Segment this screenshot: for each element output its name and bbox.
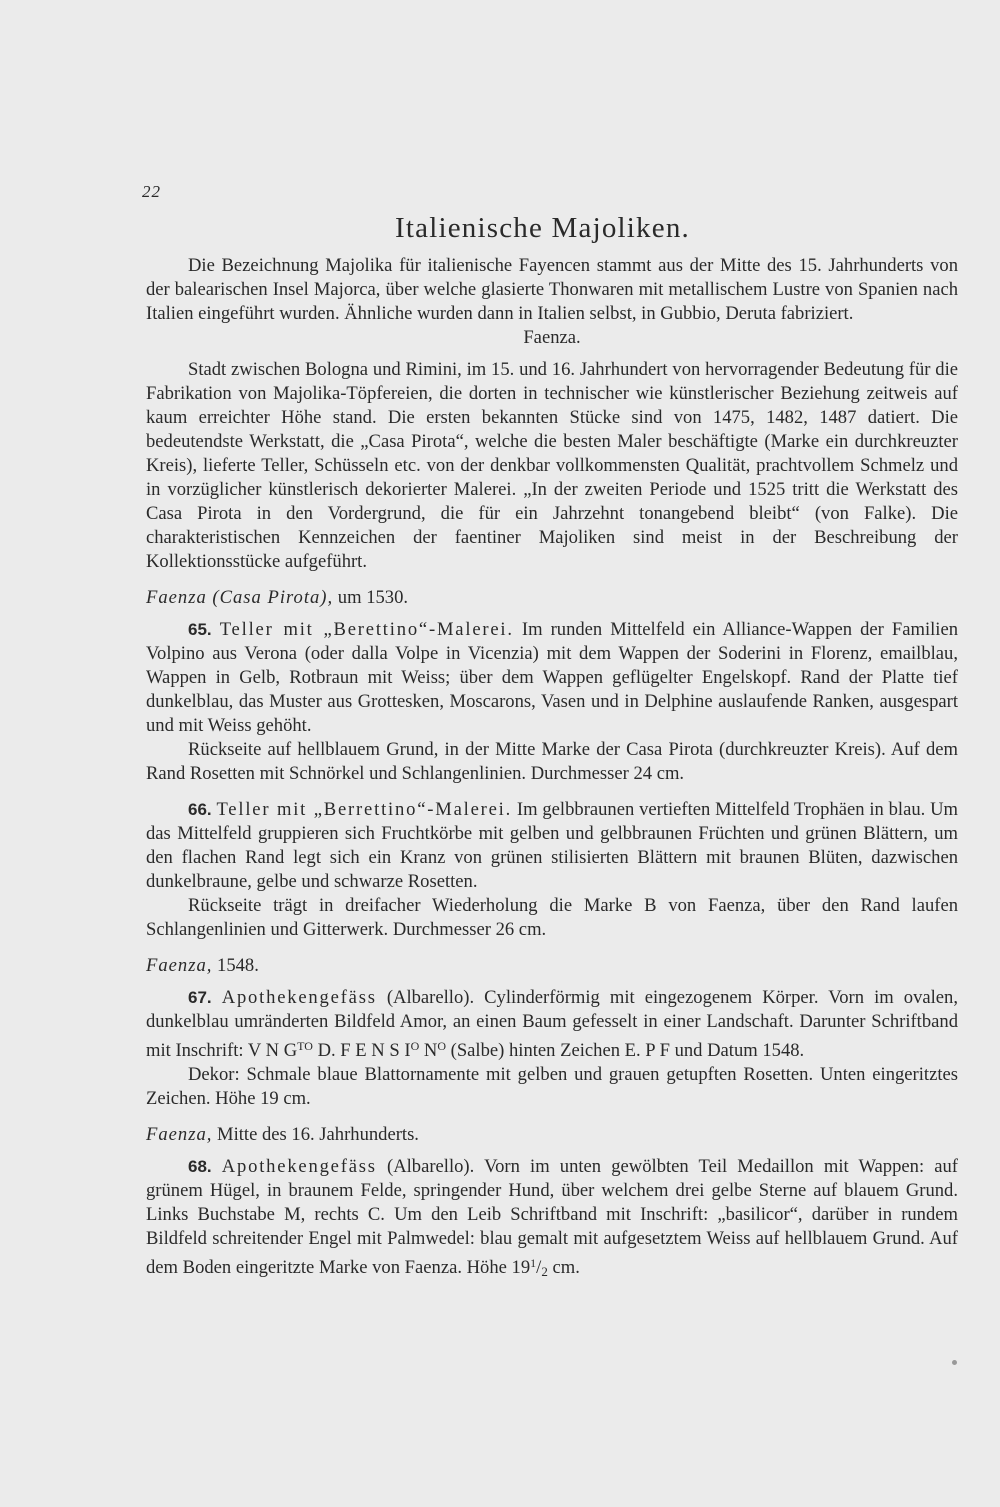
item-number: 67. [188, 988, 212, 1007]
item-description: Im runden Mittelfeld ein Alliance-Wappen der Familien Volpino aus Verona (oder dalla Volpe in Vicenzia) mit dem Wappen der Soderini in Florenz, emailblau, Wappen in Gelb, Rotbraun mit Weiss; über dem Wappen geflügelter Engelskopf. Rand der Platte tief dunkelblau, das Muster aus Grottesken, Moscarons, Vasen und in Delphine auslaufende Ranken, ausgespart und mit Weiss gehöht. [146, 619, 958, 736]
ink-speck [952, 1360, 957, 1365]
item-name: Apothekengefäss [221, 1156, 377, 1177]
item-66 [146, 798, 958, 894]
group-heading-3 [146, 1123, 958, 1147]
item-67-decor: Dekor: Schmale blaue Blattornamente mit gelben und grauen getupften Rosetten. Unten eingeritztes Zeichen. Höhe 19 cm. [146, 1064, 958, 1109]
item-description: Im gelbbraunen vertieften Mittelfeld Trophäen in blau. Um das Mittelfeld gruppieren sich Fruchtkörbe mit gelben und gelbbraunen Früchten und grünen Blättern, um den flachen Rand legt sich ein Kranz von grünen stilisierten Blättern mit braunen Blüten, dazwischen dunkelbraune, gelbe und schwarze Rosetten. [146, 799, 958, 892]
item-name: Teller mit „Berrettino“-Malerei. [216, 799, 513, 820]
group-place: Faenza, [146, 1124, 213, 1145]
page-title: Italienische Majoliken. [395, 212, 690, 244]
item-65 [146, 618, 958, 738]
page-number: 22 [142, 182, 161, 201]
item-number: 65. [188, 620, 212, 639]
inscription-superscript: TO [297, 1039, 313, 1053]
body-text [146, 254, 958, 1284]
group-heading-2 [146, 954, 958, 978]
inscription-superscript: O [437, 1039, 446, 1053]
item-description-cont: N [419, 1040, 438, 1061]
item-number: 68. [188, 1157, 212, 1176]
fraction-denominator: 2 [541, 1264, 548, 1279]
item-description-cont: D. F E N S I [312, 1040, 411, 1061]
group-heading-1 [146, 586, 958, 610]
item-description-end: cm. [547, 1257, 580, 1278]
group-date: um 1530. [333, 587, 409, 608]
item-65-reverse: Rückseite auf hellblauem Grund, in der Mitte Marke der Casa Pirota (durchkreuzter Kreis). Auf dem Rand Rosetten mit Schnörkel und Schlangenlinien. Durchmesser 24 cm. [146, 739, 958, 784]
group-date: 1548. [212, 955, 259, 976]
item-name: Apothekengefäss [221, 987, 377, 1008]
item-description-cont: (Salbe) hinten Zeichen E. P F und Datum 1548. [446, 1040, 805, 1061]
group-place: Faenza (Casa Pirota), [146, 587, 334, 608]
item-67 [146, 986, 958, 1063]
item-66-reverse: Rückseite trägt in dreifacher Wiederholung die Marke B von Faenza, über den Rand laufen Schlangenlinien und Gitterwerk. Durchmesser 26 cm. [146, 895, 958, 940]
faenza-paragraph: Stadt zwischen Bologna und Rimini, im 15. und 16. Jahrhundert von hervorragender Bedeutung für die Fabrikation von Majolika-Töpfereien, die dorten in technischer wie künstlerischer Beziehung zeitweis auf kaum erreichter Höhe stand. Die ersten bekannten Stücke sind von 1475, 1482, 1487 datiert. Die bedeutendste Werkstatt, die „Casa Pirota“, welche die besten Maler beschäftigte (Marke ein durchkreuzter Kreis), lieferte Teller, Schüsseln etc. von der denkbar vollkommensten Qualität, prachtvollem Schmelz und in vorzüglicher künstlerisch dekorierter Malerei. „In der zweiten Periode und 1525 tritt die Werkstatt des Casa Pirota in den Vordergrund, die für ein Jahrzehnt tonangebend bleibt“ (von Falke). Die charakteristischen Kennzeichen der faentiner Majoliken sind meist in der Beschreibung der Kollektionsstücke aufgeführt. [146, 359, 958, 572]
item-68: 68. Apothekengefäss (Albarello). Vorn im unten gewölbten Teil Medaillon mit Wappen: auf grünem Hügel, in braunem Felde, springender Hund, über welchem drei gelbe Sterne auf blauem Grund. Links Buchstabe M, rechts C. Um den Leib Schriftband mit Inschrift: „basilicor“, darüber in rundem Bildfeld schreitender Engel mit Palmwedel: blau gemalt mit aufgesetztem Weiss auf hellblauem Grund. Auf dem Boden eingeritzte Marke von Faenza. Höhe $19^1/_2$ cm. [146, 1156, 958, 1279]
intro-paragraph: Die Bezeichnung Majolika für italienische Fayencen stammt aus der Mitte des 15. Jahrhunderts von der balearischen Insel Majorca, über welche glasierte Thonwaren mit metallischem Lustre von Spanien nach Italien eingeführt wurden. Ähnliche wurden dann in Italien selbst, in Gubbio, Deruta fabriziert. [146, 255, 958, 324]
fraction-numerator: 1 [530, 1256, 537, 1270]
group-date: Mitte des 16. Jahrhunderts. [212, 1124, 419, 1145]
section-heading: Faenza. [523, 327, 581, 348]
inscription-superscript: O [410, 1039, 420, 1053]
item-number: 66. [188, 800, 212, 819]
item-description: (Albarello). Vorn im unten gewölbten Teil Medaillon mit Wappen: auf grünem Hügel, in braunem Felde, springender Hund, über welchem drei gelbe Sterne auf blauem Grund. Links Buchstabe M, rechts C. Um den Leib Schriftband mit Inschrift: „basilicor“, darüber in rundem Bildfeld schreitender Engel mit Palmwedel: blau gemalt mit aufgesetztem Weiss auf hellblauem Grund. Auf dem Boden eingeritzte Marke von Faenza. Höhe 19 [146, 1156, 958, 1278]
item-name: Teller mit „Berettino“-Malerei. [219, 619, 514, 640]
group-place: Faenza, [146, 955, 213, 976]
item-description: (Albarello). Cylinderförmig mit eingezogenem Körper. Vorn im ovalen, dunkelblau umränderten Bildfeld Amor, an einen Baum gefesselt in einer Landschaft. Darunter Schriftband mit Inschrift: V N G [146, 987, 958, 1061]
